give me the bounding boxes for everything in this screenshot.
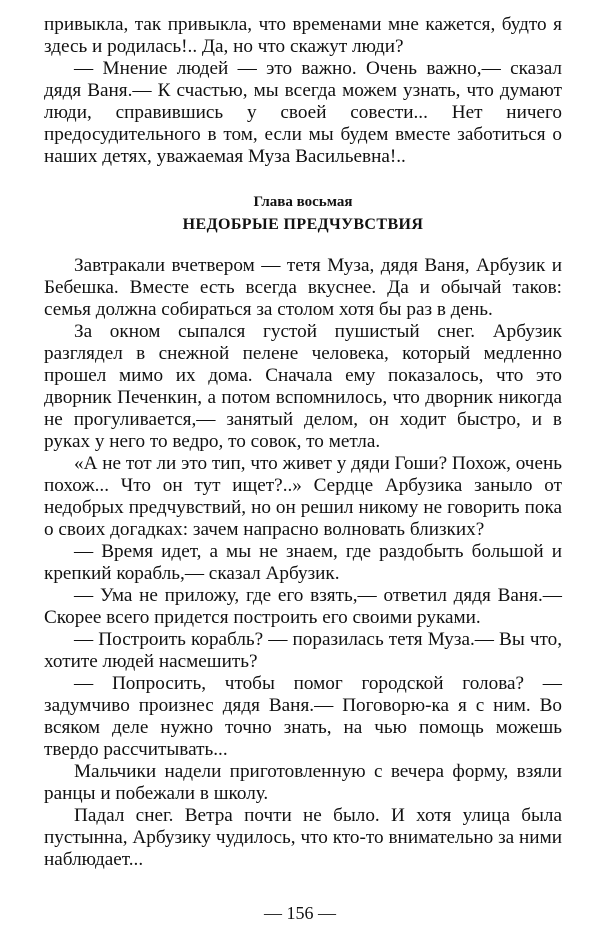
paragraph: — Попросить, чтобы помог городской голова? — задумчиво произнес дядя Ваня.— Поговорю-ка я с ним. Во всяком деле нужно точно знать, на чью помощь можешь твердо рассчитывать...: [44, 673, 562, 760]
paragraph: Мальчики надели приготовленную с вечера форму, взяли ранцы и побежали в школу.: [44, 761, 562, 804]
paragraph: — Ума не приложу, где его взять,— ответил дядя Ваня.— Скорее всего придется построить его своими руками.: [44, 585, 562, 628]
paragraph-continued: привыкла, так привыкла, что временами мне кажется, будто я здесь и родилась!.. Да, но что скажут люди?: [44, 14, 562, 57]
chapter-label: Глава восьмая: [253, 194, 353, 210]
paragraph: — Время идет, а мы не знаем, где раздобыть большой и крепкий корабль,— сказал Арбузик.: [44, 541, 562, 584]
paragraph: — Построить корабль? — поразилась тетя Муза.— Вы что, хотите людей насмешить?: [44, 629, 562, 672]
paragraph-uncle-vanya-reply: — Мнение людей — это важно. Очень важно,— сказал дядя Ваня.— К счастью, мы всегда можем узнать, что думают люди, справившись у своей совести... Нет ничего предосудительного в том, если мы будем вместе заботиться о наших детях, уважаемая Муза Васильевна!..: [44, 58, 562, 167]
paragraph: Завтракали вчетвером — тетя Муза, дядя Ваня, Арбузик и Бебешка. Вместе есть всегда вкуснее. Да и обычай таков: семья должна собираться за столом хотя бы раз в день.: [44, 255, 562, 320]
chapter-title: НЕДОБРЫЕ ПРЕДЧУВСТВИЯ: [182, 216, 424, 233]
paragraph: Падал снег. Ветра почти не было. И хотя улица была пустынна, Арбузику чудилось, что кто-то внимательно за ними наблюдает...: [44, 805, 562, 870]
paragraph: За окном сыпался густой пушистый снег. Арбузик разглядел в снежной пелене человека, который медленно прошел мимо их дома. Сначала ему показалось, что это дворник Печенкин, а потом вспомнилось, что дворник никогда не прогуливается,— занятый делом, он ходит быстро, и в руках у него то ведро, то совок, то метла.: [44, 321, 562, 452]
paragraph: «А не тот ли это тип, что живет у дяди Гоши? Похож, очень похож... Что он тут ищет?..» Сердце Арбузика заныло от недобрых предчувствий, но он решил никому не говорить пока о своих догадках: зачем напрасно волновать близких?: [44, 453, 562, 540]
page-number: — 156 —: [264, 903, 336, 923]
